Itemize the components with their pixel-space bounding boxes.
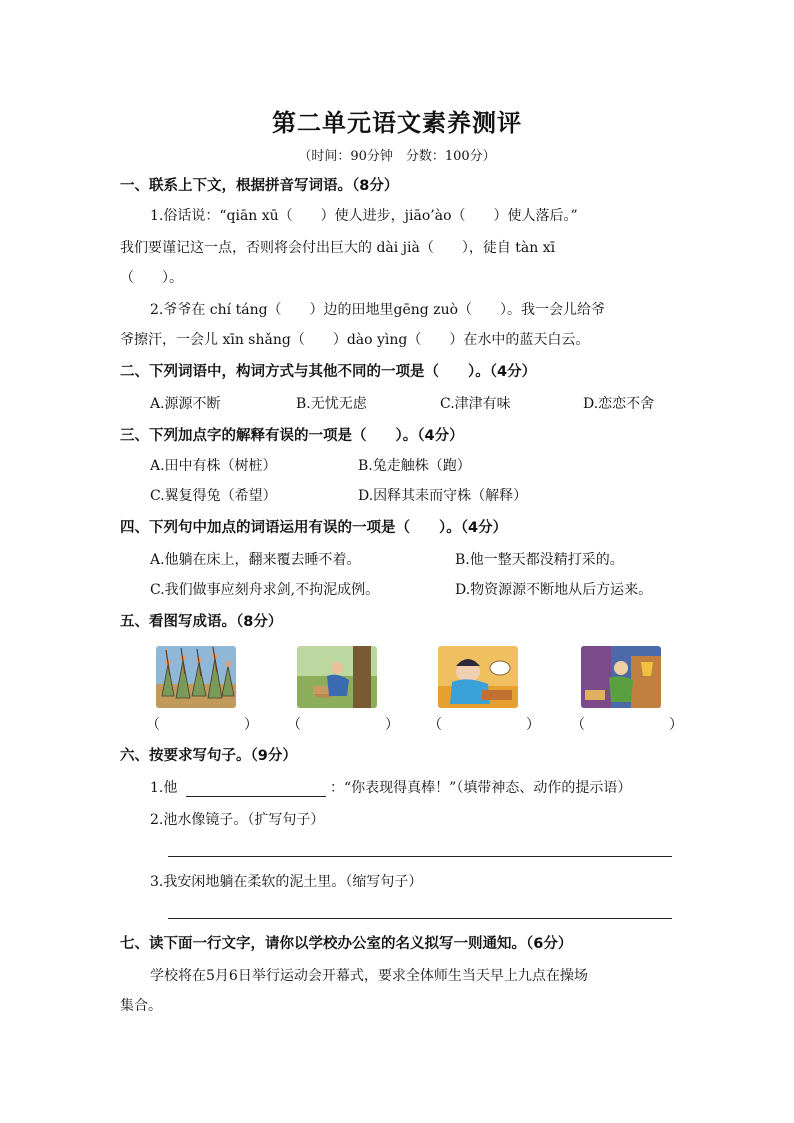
q6-sentence1-suffix: ：“你表现得真棒！”（填带神态、动作的提示语）: [330, 780, 632, 796]
q6-sentence1-prefix: 1.他: [150, 780, 178, 796]
q1-paragraph2-line2: 爷擦汗，一会儿 xīn shǎng（ ）dào yìng（ ）在水中的蓝天白云。: [120, 332, 590, 348]
q5-answer-blank-3[interactable]: （ ）: [428, 717, 540, 733]
q1-paragraph1-line3: （ ）。: [120, 270, 183, 286]
q3-heading: 三、下列加点字的解释有误的一项是（ ）。（4分）: [120, 428, 464, 444]
q4-option-d: D.物资源源不断地从后方运来。: [455, 582, 653, 598]
q4-option-a: A.他躺在床上，翻来覆去睡不着。: [150, 552, 361, 568]
q7-heading: 七、读下面一行文字，请你以学校办公室的名义拟写一则通知。（6分）: [120, 936, 573, 952]
q4-option-c: C.我们做事应刻舟求剑,不拘泥成例。: [150, 582, 380, 598]
q1-paragraph1-line2: 我们要谨记这一点，否则将会付出巨大的 dài jià（ ），徒自 tàn xī: [120, 240, 556, 256]
idiom-picture-1: [156, 646, 236, 708]
q5-heading: 五、看图写成语。（8分）: [120, 614, 283, 630]
q3-option-c: C.翼复得兔（希望）: [150, 488, 277, 504]
q7-prompt-line2: 集合。: [120, 998, 162, 1014]
q5-answer-blank-4[interactable]: （ ）: [571, 717, 683, 733]
q2-heading: 二、下列词语中，构词方式与其他不同的一项是（ ）。（4分）: [120, 364, 537, 380]
q3-option-b: B.兔走触株（跑）: [358, 458, 471, 474]
q2-option-d: D.恋恋不舍: [583, 396, 655, 412]
q7-prompt-line1: 学校将在5月6日举行运动会开幕式，要求全体师生当天早上九点在操场: [150, 968, 588, 984]
q6-sentence3-answer-line[interactable]: [168, 918, 672, 919]
idiom-picture-3: [438, 646, 518, 708]
q1-paragraph2-line1: 2.爷爷在 chí táng（ ）边的田地里gēng zuò（ ）。我一会儿给爷: [150, 302, 606, 318]
exam-time-and-score: （时间：90分钟 分数：100分）: [298, 149, 496, 164]
q6-sentence1-blank[interactable]: [186, 796, 326, 797]
q3-option-a: A.田中有株（树桩）: [150, 458, 277, 474]
idiom-picture-2: [297, 646, 377, 708]
q4-heading: 四、下列句中加点的词语运用有误的一项是（ ）。（4分）: [120, 520, 508, 536]
q6-heading: 六、按要求写句子。（9分）: [120, 748, 297, 764]
q5-answer-blank-2[interactable]: （ ）: [287, 717, 399, 733]
q2-option-c: C.津津有味: [440, 396, 511, 412]
q6-sentence2-answer-line[interactable]: [168, 856, 672, 857]
q6-sentence2: 2.池水像镜子。（扩写句子）: [150, 812, 325, 828]
q2-option-b: B.无忧无虑: [296, 396, 367, 412]
page-title: 第二单元语文素养测评: [272, 109, 522, 137]
q6-sentence3: 3.我安闲地躺在柔软的泥土里。（缩写句子）: [150, 874, 423, 890]
q1-paragraph1-line1: 1.俗话说：“qiān xū（ ）使人进步，jiāo’ào（ ）使人落后。”: [150, 208, 578, 224]
q4-option-b: B.他一整天都没精打采的。: [455, 552, 624, 568]
idiom-picture-4: [581, 646, 661, 708]
q2-option-a: A.源源不断: [150, 396, 221, 412]
q1-heading: 一、联系上下文，根据拼音写词语。（8分）: [120, 178, 399, 194]
q3-option-d: D.因释其耒而守株（解释）: [358, 488, 528, 504]
q5-answer-blank-1[interactable]: （ ）: [146, 717, 258, 733]
